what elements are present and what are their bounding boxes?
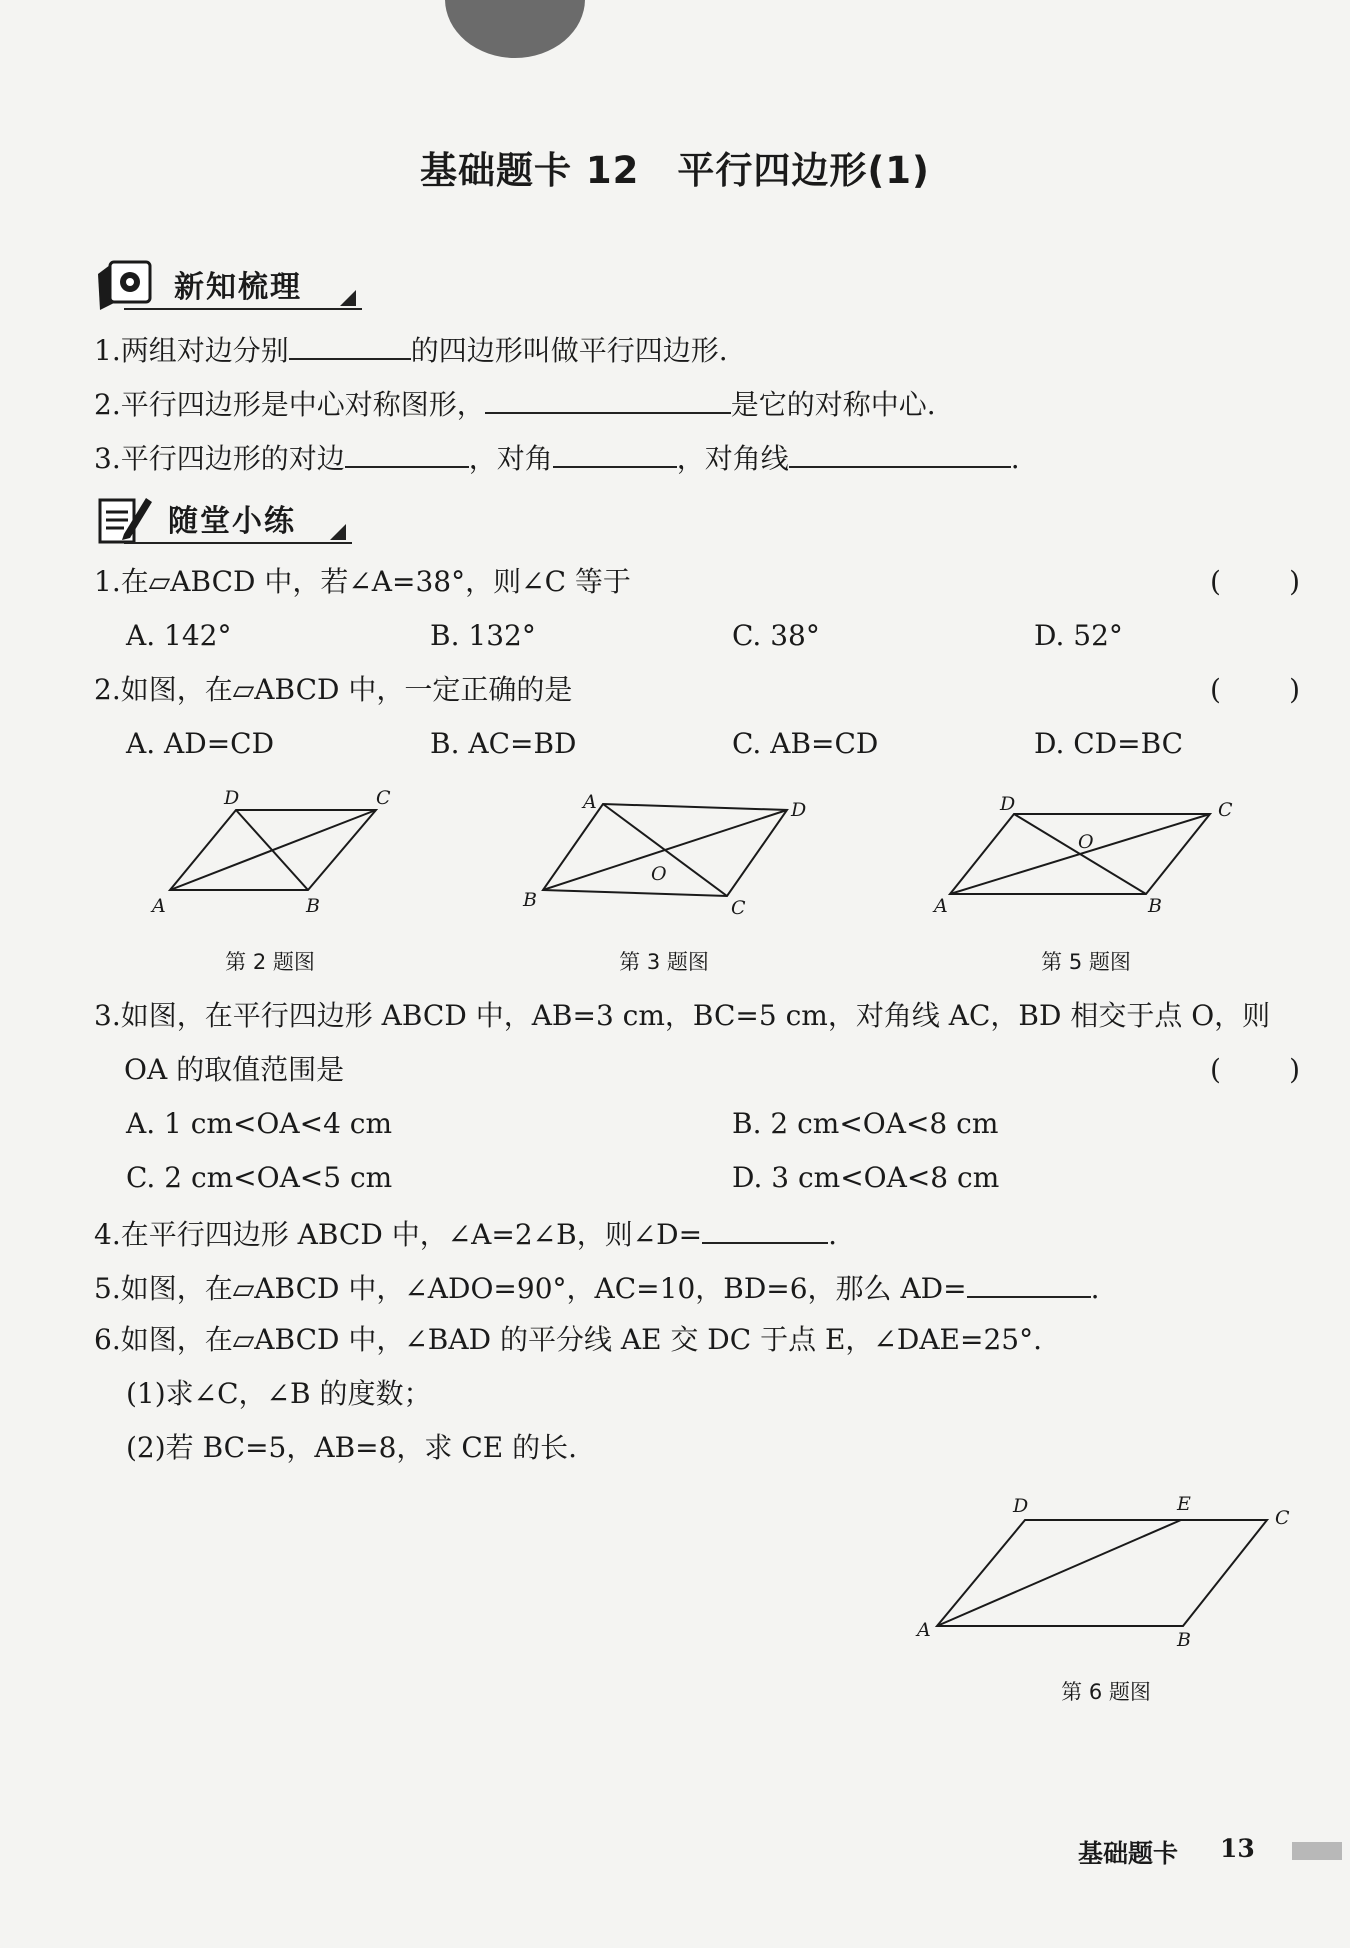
- center-label-o: O: [651, 863, 667, 885]
- figure-caption: 第 6 题图: [1061, 1680, 1151, 1704]
- figure-caption: 第 3 题图: [619, 950, 709, 974]
- vertex-label-c: C: [1218, 799, 1233, 821]
- vertex-label-c: C: [1275, 1507, 1290, 1529]
- q3-option-c[interactable]: C. 2 cm<OA<5 cm: [126, 1161, 393, 1194]
- point-label-e: E: [1177, 1493, 1191, 1515]
- q3-option-d[interactable]: D. 3 cm<OA<8 cm: [732, 1161, 1000, 1194]
- vertex-label-a: A: [152, 895, 166, 917]
- pencil-notebook-icon: [94, 490, 158, 546]
- section-heading-new-knowledge: [94, 256, 362, 312]
- vertex-label-d: D: [1000, 793, 1016, 815]
- figure-caption: 第 2 题图: [225, 950, 315, 974]
- question-1: 1.在▱ABCD 中，若∠A=38°，则∠C 等于: [94, 565, 631, 598]
- diagonal-bd: [236, 810, 308, 890]
- question-2: 2.如图，在▱ABCD 中，一定正确的是: [94, 673, 573, 706]
- heading-triangle-marker: [330, 524, 346, 540]
- answer-blank[interactable]: [553, 436, 677, 468]
- vertex-label-b: B: [523, 889, 537, 911]
- q2-option-a[interactable]: A. AD=CD: [126, 727, 275, 760]
- vertex-label-b: B: [306, 895, 320, 917]
- heading-underline: [124, 308, 362, 310]
- vertex-label-b: B: [1148, 895, 1162, 917]
- center-label-o: O: [1078, 831, 1094, 853]
- vertex-label-d: D: [791, 799, 807, 821]
- knowledge-item-2: 2.平行四边形是中心对称图形， 是它的对称中心.: [94, 382, 1300, 425]
- q2-option-d[interactable]: D. CD=BC: [1034, 727, 1184, 760]
- answer-blank[interactable]: [702, 1212, 828, 1244]
- q1-option-b[interactable]: B. 132°: [430, 619, 536, 652]
- section-heading-text: 新知梳理: [174, 270, 302, 305]
- notebook-icon: [94, 256, 158, 312]
- vertex-label-c: C: [731, 897, 746, 919]
- knowledge-item-3: 3.平行四边形的对边 ，对角 ，对角线 .: [94, 436, 1300, 479]
- q1-option-a[interactable]: A. 142°: [126, 619, 232, 652]
- answer-blank[interactable]: [289, 328, 411, 360]
- figure-q3: [515, 780, 815, 924]
- section-heading-practice: [94, 490, 352, 546]
- page-title: 基础题卡 12 平行四边形(1): [420, 149, 930, 192]
- figure-q2: [140, 780, 410, 924]
- vertex-label-d: D: [1013, 1495, 1029, 1517]
- question-5: 5.如图，在▱ABCD 中，∠ADO=90°，AC=10，BD=6，那么 AD= .: [94, 1266, 1300, 1309]
- question-3: 3.如图，在平行四边形 ABCD 中，AB=3 cm，BC=5 cm，对角线 AC，BD 相交于点 O，则: [94, 999, 1271, 1032]
- question-3-continued: OA 的取值范围是: [124, 1053, 345, 1086]
- vertex-label-b: B: [1177, 1629, 1191, 1651]
- q1-option-c[interactable]: C. 38°: [732, 619, 820, 652]
- figure-q6: [905, 1484, 1305, 1658]
- vertex-label-c: C: [376, 787, 391, 809]
- question-4: 4.在平行四边形 ABCD 中，∠A=2∠B，则∠D= .: [94, 1212, 1300, 1255]
- figure-q5: [930, 780, 1250, 924]
- vertex-label-a: A: [583, 791, 597, 813]
- answer-parentheses[interactable]: ( ): [1210, 565, 1300, 598]
- bisector-ae: [937, 1520, 1181, 1626]
- diagonal-bd: [1014, 814, 1146, 894]
- answer-blank[interactable]: [967, 1266, 1091, 1298]
- q2-option-b[interactable]: B. AC=BD: [430, 727, 577, 760]
- vertex-label-a: A: [934, 895, 948, 917]
- vertex-label-d: D: [224, 787, 240, 809]
- answer-blank[interactable]: [485, 382, 731, 414]
- vertex-label-a: A: [917, 1619, 931, 1641]
- figure-caption: 第 5 题图: [1041, 950, 1131, 974]
- section-heading-text: 随堂小练: [168, 504, 296, 539]
- answer-parentheses[interactable]: ( ): [1210, 673, 1300, 706]
- q1-option-d[interactable]: D. 52°: [1034, 619, 1123, 652]
- page-tab-decoration: [445, 0, 585, 58]
- knowledge-item-1: 1.两组对边分别 的四边形叫做平行四边形.: [94, 328, 1300, 371]
- answer-parentheses[interactable]: ( ): [1210, 1053, 1300, 1086]
- question-6: 6.如图，在▱ABCD 中，∠BAD 的平分线 AE 交 DC 于点 E，∠DAE=25°.: [94, 1323, 1042, 1356]
- question-6-part-2: (2)若 BC=5，AB=8，求 CE 的长.: [126, 1431, 577, 1464]
- answer-blank[interactable]: [789, 436, 1011, 468]
- q3-option-b[interactable]: B. 2 cm<OA<8 cm: [732, 1107, 999, 1140]
- parallelogram-abcd: [937, 1520, 1267, 1626]
- answer-blank[interactable]: [345, 436, 469, 468]
- question-6-part-1: (1)求∠C，∠B 的度数；: [126, 1377, 432, 1410]
- footer-tab-decoration: [1292, 1842, 1342, 1860]
- page-number: 13: [1220, 1834, 1255, 1863]
- heading-underline: [124, 542, 352, 544]
- heading-triangle-marker: [340, 290, 356, 306]
- q2-option-c[interactable]: C. AB=CD: [732, 727, 879, 760]
- q3-option-a[interactable]: A. 1 cm<OA<4 cm: [126, 1107, 393, 1140]
- footer-label: 基础题卡: [1078, 1839, 1179, 1868]
